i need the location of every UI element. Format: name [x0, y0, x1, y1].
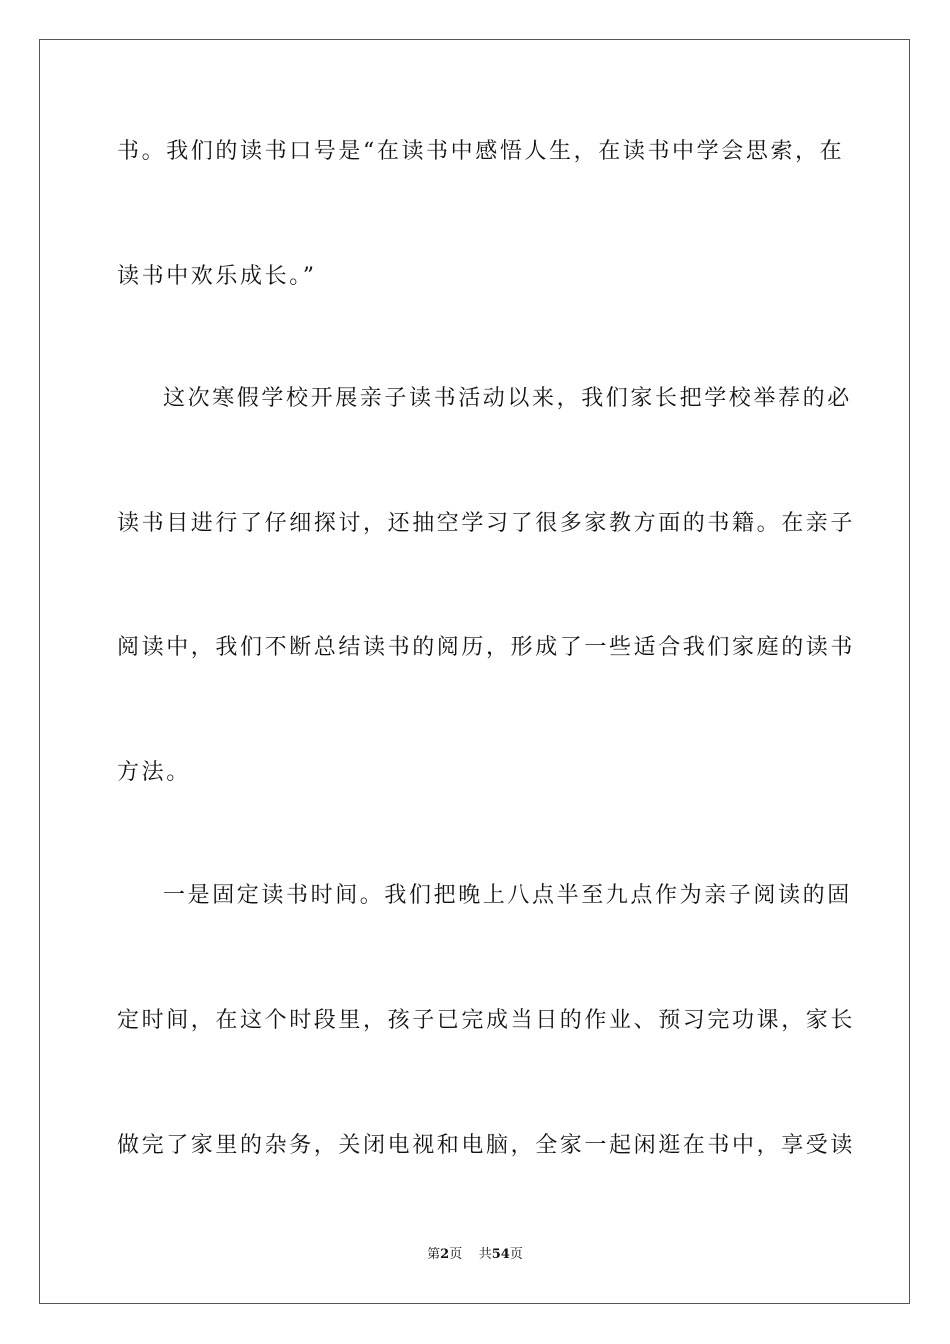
page-border — [39, 39, 910, 1304]
footer-page-number: 2 — [440, 1247, 450, 1262]
text-line-9: 做完了家里的杂务，关闭电视和电脑，全家一起闲逛在书中，享受读 — [117, 1133, 856, 1158]
page-footer — [0, 1246, 950, 1264]
footer-total-suffix: 页 — [509, 1247, 523, 1262]
footer-page-suffix: 页 — [449, 1247, 463, 1262]
text-line-2: 读书中欢乐成长。” — [117, 264, 317, 289]
text-line-3: 这次寒假学校开展亲子读书活动以来，我们家长把学校举荐的必 — [163, 386, 852, 411]
text-line-4: 读书目进行了仔细探讨，还抽空学习了很多家教方面的书籍。在亲子 — [117, 511, 856, 536]
text-line-5: 阅读中，我们不断总结读书的阅历，形成了一些适合我们家庭的读书 — [117, 635, 856, 660]
footer-page-prefix: 第 — [427, 1247, 441, 1262]
text-line-6: 方法。 — [117, 760, 191, 785]
text-line-8: 定时间，在这个时段里，孩子已完成当日的作业、预习完功课，家长 — [117, 1008, 856, 1033]
footer-total-prefix: 共 — [478, 1247, 492, 1262]
text-line-1: 书。我们的读书口号是“在读书中感悟人生，在读书中学会思索，在 — [117, 139, 845, 164]
text-line-7: 一是固定读书时间。我们把晚上八点半至九点作为亲子阅读的固 — [163, 883, 852, 908]
footer-total-pages: 54 — [491, 1247, 510, 1262]
